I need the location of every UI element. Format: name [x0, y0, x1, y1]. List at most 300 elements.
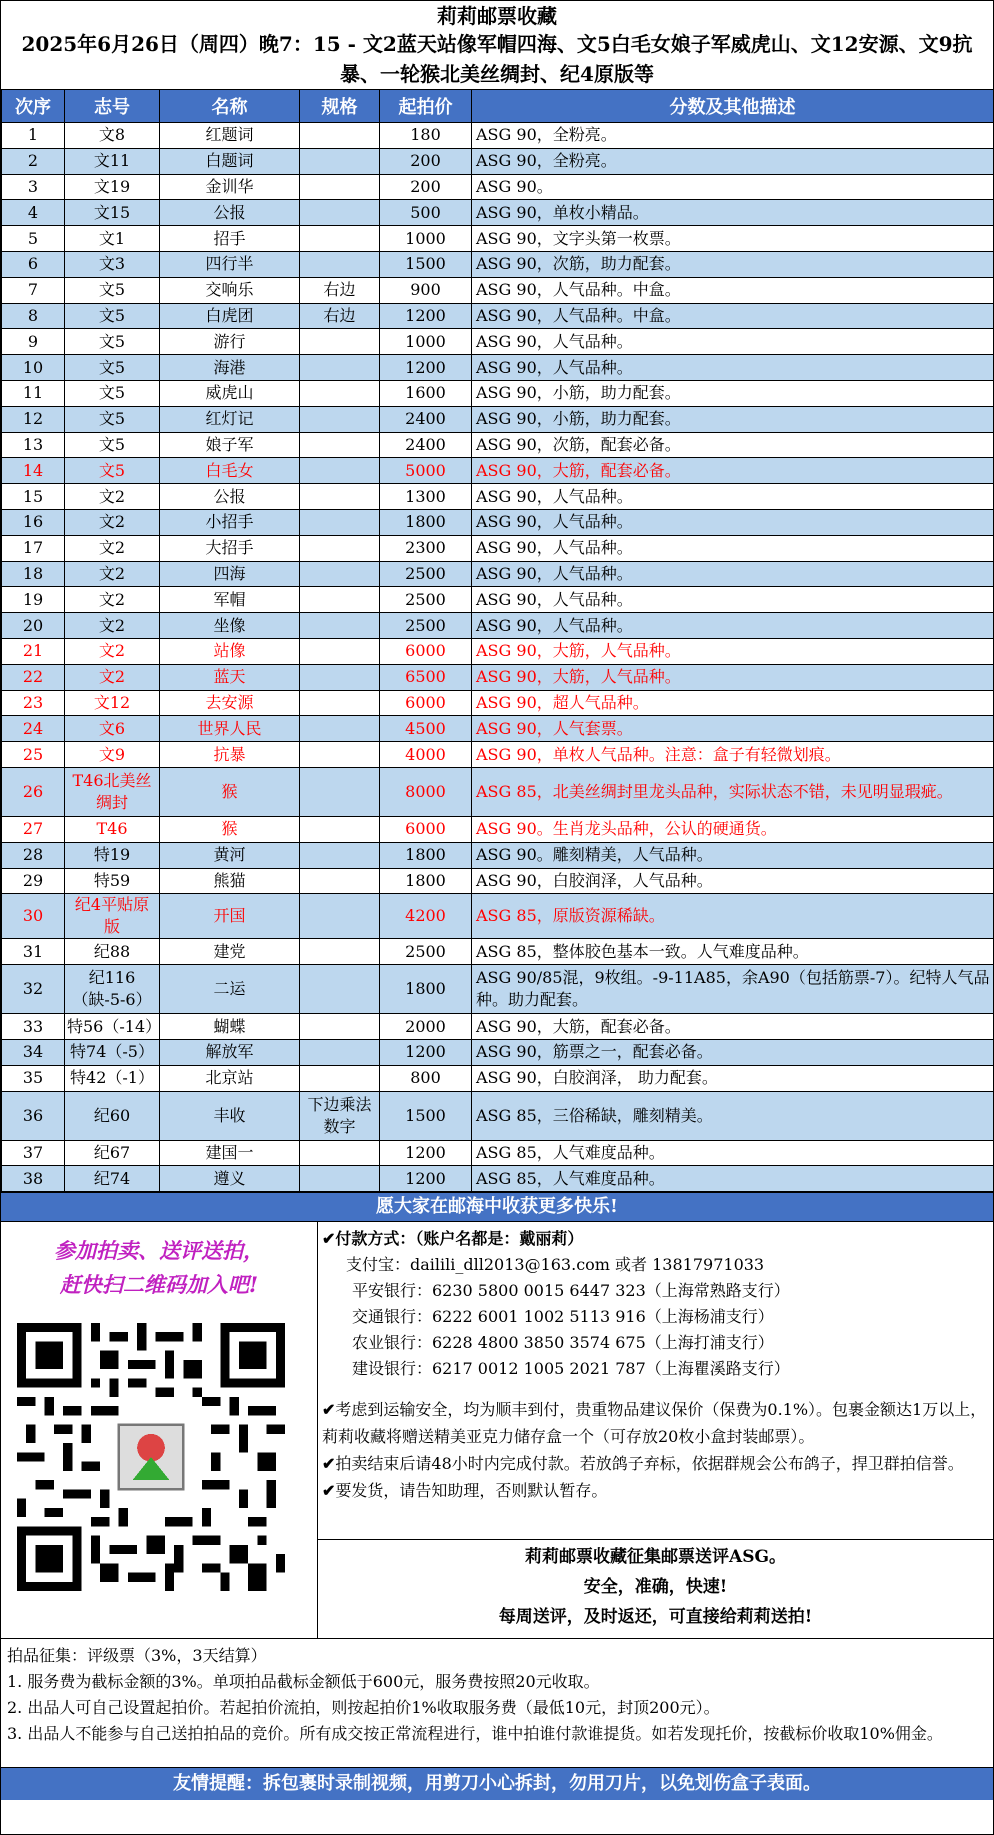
lot-number: 15	[2, 484, 65, 510]
stamp-name: 坐像	[160, 613, 300, 639]
table-row	[2, 690, 994, 716]
payment-head: ✔付款方式：（账户名都是：戴丽莉）	[322, 1229, 584, 1249]
stamp-name: 白毛女	[160, 458, 300, 484]
shipping-notes	[318, 1382, 993, 1539]
stamp-spec	[300, 965, 380, 1014]
lot-description: ASG 90，大筋，配套必备。	[472, 458, 994, 484]
stamp-spec	[300, 868, 380, 894]
col-header-name: 名称	[160, 90, 300, 123]
stamp-spec	[300, 380, 380, 406]
stamp-name: 四海	[160, 561, 300, 587]
lot-number: 34	[2, 1039, 65, 1065]
lot-number: 32	[2, 965, 65, 1014]
lot-number: 3	[2, 174, 65, 200]
lot-number: 25	[2, 742, 65, 768]
stamp-code: 文5	[65, 303, 160, 329]
stamp-name: 北京站	[160, 1065, 300, 1091]
table-row	[2, 742, 994, 768]
stamp-code: 纪67	[65, 1140, 160, 1166]
lot-number: 38	[2, 1166, 65, 1192]
lot-number: 11	[2, 380, 65, 406]
stamp-code: T46	[65, 816, 160, 842]
col-header-desc: 分数及其他描述	[472, 90, 994, 123]
start-price: 1500	[380, 1091, 472, 1140]
start-price: 1800	[380, 868, 472, 894]
table-row	[2, 664, 994, 690]
stamp-name: 公报	[160, 200, 300, 226]
table-row	[2, 561, 994, 587]
check-mark-icon: ✔	[322, 1229, 336, 1249]
stamp-spec	[300, 939, 380, 965]
stamp-code: 文5	[65, 277, 160, 303]
lot-number: 29	[2, 868, 65, 894]
lot-description: ASG 90，人气品种。	[472, 329, 994, 355]
lot-description: ASG 90，全粉亮。	[472, 148, 994, 174]
table-row	[2, 587, 994, 613]
bank-account: 农业银行：6228 4800 3850 3574 675（上海打浦支行）	[352, 1333, 774, 1353]
start-price: 2300	[380, 535, 472, 561]
stamp-code: 文1	[65, 226, 160, 252]
consignment-item: 1. 服务费为截标金额的3%。单项拍品截标金额低于600元，服务费按照20元收取。	[7, 1672, 600, 1692]
stamp-code: 文5	[65, 406, 160, 432]
start-price: 2500	[380, 613, 472, 639]
stamp-code: 特56（-14）	[65, 1014, 160, 1040]
start-price: 6000	[380, 816, 472, 842]
lot-number: 27	[2, 816, 65, 842]
table-row	[2, 432, 994, 458]
service-line-1: 莉莉邮票收藏征集邮票送评ASG。	[525, 1547, 786, 1568]
stamp-code: 文2	[65, 484, 160, 510]
stamp-name: 白题词	[160, 148, 300, 174]
stamp-name: 白虎团	[160, 303, 300, 329]
stamp-code: 文8	[65, 123, 160, 149]
lot-number: 4	[2, 200, 65, 226]
table-row	[2, 303, 994, 329]
start-price: 2000	[380, 1014, 472, 1040]
lot-number: 18	[2, 561, 65, 587]
start-price: 8000	[380, 767, 472, 816]
lot-number: 8	[2, 303, 65, 329]
lot-number: 5	[2, 226, 65, 252]
stamp-name: 小招手	[160, 509, 300, 535]
lot-description: ASG 90，全粉亮。	[472, 123, 994, 149]
stamp-code: 文3	[65, 251, 160, 277]
stamp-name: 公报	[160, 484, 300, 510]
col-header-code: 志号	[65, 90, 160, 123]
lot-number: 23	[2, 690, 65, 716]
stamp-name: 大招手	[160, 535, 300, 561]
start-price: 4200	[380, 894, 472, 939]
lot-number: 13	[2, 432, 65, 458]
start-price: 200	[380, 174, 472, 200]
start-price: 1300	[380, 484, 472, 510]
stamp-code: 文5	[65, 432, 160, 458]
lot-number: 20	[2, 613, 65, 639]
stamp-spec	[300, 638, 380, 664]
stamp-code: 纪4平贴原版	[65, 894, 160, 939]
stamp-name: 解放军	[160, 1039, 300, 1065]
lot-description: ASG 90，人气品种。	[472, 587, 994, 613]
start-price: 800	[380, 1065, 472, 1091]
check-mark-icon: ✔	[322, 1454, 336, 1474]
lot-number: 24	[2, 716, 65, 742]
table-row	[2, 123, 994, 149]
lot-number: 7	[2, 277, 65, 303]
stamp-name: 建国一	[160, 1140, 300, 1166]
consignment-head: 拍品征集：评级票（3%，3天结算）	[7, 1646, 267, 1666]
stamp-name: 红题词	[160, 123, 300, 149]
stamp-code: 文9	[65, 742, 160, 768]
start-price: 1600	[380, 380, 472, 406]
table-row	[2, 613, 994, 639]
table-header-row	[2, 90, 994, 123]
stamp-code: T46北美丝绸封	[65, 767, 160, 816]
lot-description: ASG 90。雕刻精美，人气品种。	[472, 842, 994, 868]
lot-description: ASG 90，白胶润泽，人气品种。	[472, 868, 994, 894]
lot-description: ASG 90，筋票之一，配套必备。	[472, 1039, 994, 1065]
stamp-spec	[300, 842, 380, 868]
table-row	[2, 1140, 994, 1166]
stamp-name: 熊猫	[160, 868, 300, 894]
table-row	[2, 226, 994, 252]
start-price: 5000	[380, 458, 472, 484]
stamp-code: 文19	[65, 174, 160, 200]
stamp-spec	[300, 432, 380, 458]
stamp-spec	[300, 484, 380, 510]
start-price: 2400	[380, 406, 472, 432]
lot-description: ASG 90，人气套票。	[472, 716, 994, 742]
table-row	[2, 1014, 994, 1040]
lot-description: ASG 90，单枚小精品。	[472, 200, 994, 226]
stamp-spec	[300, 690, 380, 716]
info-section	[1, 1222, 993, 1639]
lot-description: ASG 90，小筋，助力配套。	[472, 406, 994, 432]
start-price: 1200	[380, 1140, 472, 1166]
stamp-name: 猴	[160, 767, 300, 816]
start-price: 1200	[380, 1039, 472, 1065]
lot-description: ASG 90/85混，9枚组。-9-11A85，余A90（包括筋票-7）。纪特人气品种。助力配套。	[472, 965, 994, 1014]
stamp-spec	[300, 816, 380, 842]
note-item: ✔拍卖结束后请48小时内完成付款。若放鸽子弃标，依据群规会公布鸽子，捍卫群拍信誉。	[322, 1454, 964, 1474]
table-row	[2, 868, 994, 894]
terms-panel	[318, 1222, 993, 1638]
lot-number: 31	[2, 939, 65, 965]
table-row	[2, 1166, 994, 1192]
table-row	[2, 965, 994, 1014]
lot-number: 30	[2, 894, 65, 939]
stamp-spec	[300, 742, 380, 768]
lot-description: ASG 90，超人气品种。	[472, 690, 994, 716]
lot-number: 22	[2, 664, 65, 690]
lot-number: 26	[2, 767, 65, 816]
stamp-code: 文12	[65, 690, 160, 716]
stamp-name: 遵义	[160, 1166, 300, 1192]
stamp-spec	[300, 509, 380, 535]
start-price: 2500	[380, 561, 472, 587]
lot-description: ASG 85，人气难度品种。	[472, 1140, 994, 1166]
alipay-account: 支付宝：dailili_dll2013@163.com 或者 13817971033	[346, 1255, 765, 1275]
stamp-spec	[300, 587, 380, 613]
stamp-spec	[300, 226, 380, 252]
lot-description: ASG 90，大筋，人气品种。	[472, 664, 994, 690]
lot-number: 21	[2, 638, 65, 664]
table-row	[2, 406, 994, 432]
start-price: 6500	[380, 664, 472, 690]
stamp-spec	[300, 1039, 380, 1065]
promo-line-1: 参加拍卖、送评送拍，	[54, 1238, 264, 1264]
lot-description: ASG 85，北美丝绸封里龙头品种，实际状态不错，未见明显瑕疵。	[472, 767, 994, 816]
stamp-spec	[300, 148, 380, 174]
table-row	[2, 148, 994, 174]
stamp-code: 文2	[65, 587, 160, 613]
stamp-name: 黄河	[160, 842, 300, 868]
col-header-spec: 规格	[300, 90, 380, 123]
bank-account: 建设银行：6217 0012 1005 2021 787（上海瞿溪路支行）	[352, 1359, 790, 1379]
lot-number: 35	[2, 1065, 65, 1091]
table-row	[2, 842, 994, 868]
col-header-price: 起拍价	[380, 90, 472, 123]
stamp-code: 文2	[65, 561, 160, 587]
stamp-name: 游行	[160, 329, 300, 355]
col-header-no: 次序	[2, 90, 65, 123]
lot-description: ASG 90，次筋，助力配套。	[472, 251, 994, 277]
stamp-code: 纪74	[65, 1166, 160, 1192]
stamp-code: 纪60	[65, 1091, 160, 1140]
lot-description: ASG 90，人气品种。	[472, 535, 994, 561]
stamp-name: 去安源	[160, 690, 300, 716]
start-price: 4500	[380, 716, 472, 742]
stamp-spec	[300, 123, 380, 149]
stamp-code: 文11	[65, 148, 160, 174]
stamp-name: 交响乐	[160, 277, 300, 303]
table-row	[2, 458, 994, 484]
lot-number: 10	[2, 355, 65, 381]
lot-description: ASG 90，人气品种。	[472, 484, 994, 510]
start-price: 180	[380, 123, 472, 149]
lot-description: ASG 90，小筋，助力配套。	[472, 380, 994, 406]
stamp-spec	[300, 894, 380, 939]
start-price: 1800	[380, 965, 472, 1014]
promo-panel	[1, 1222, 318, 1638]
promo-text	[1, 1222, 317, 1302]
start-price: 2400	[380, 432, 472, 458]
bank-account: 交通银行：6222 6001 1002 5113 916（上海杨浦支行）	[352, 1307, 774, 1327]
lot-number: 12	[2, 406, 65, 432]
stamp-spec	[300, 561, 380, 587]
stamp-name: 蝴蝶	[160, 1014, 300, 1040]
start-price: 500	[380, 200, 472, 226]
start-price: 2500	[380, 939, 472, 965]
lot-description: ASG 90，人气品种。	[472, 509, 994, 535]
stamp-code: 纪88	[65, 939, 160, 965]
table-row	[2, 174, 994, 200]
stamp-spec	[300, 329, 380, 355]
stamp-spec	[300, 535, 380, 561]
start-price: 200	[380, 148, 472, 174]
stamp-code: 文2	[65, 638, 160, 664]
stamp-name: 世界人民	[160, 716, 300, 742]
table-row	[2, 484, 994, 510]
stamp-name: 军帽	[160, 587, 300, 613]
table-row	[2, 509, 994, 535]
lot-number: 1	[2, 123, 65, 149]
table-row	[2, 380, 994, 406]
lot-number: 2	[2, 148, 65, 174]
stamp-code: 文5	[65, 355, 160, 381]
stamp-spec	[300, 664, 380, 690]
check-mark-icon: ✔	[322, 1481, 336, 1501]
table-row	[2, 329, 994, 355]
stamp-name: 蓝天	[160, 664, 300, 690]
lot-number: 19	[2, 587, 65, 613]
stamp-name: 威虎山	[160, 380, 300, 406]
lots-table	[1, 89, 994, 1192]
consignment-terms	[1, 1639, 993, 1767]
lot-description: ASG 90。	[472, 174, 994, 200]
lot-number: 36	[2, 1091, 65, 1140]
lot-description: ASG 90，人气品种。	[472, 561, 994, 587]
stamp-spec	[300, 355, 380, 381]
lot-description: ASG 90，文字头第一枚票。	[472, 226, 994, 252]
stamp-name: 开国	[160, 894, 300, 939]
stamp-spec	[300, 1140, 380, 1166]
check-mark-icon: ✔	[322, 1400, 336, 1420]
lot-description: ASG 90，次筋，配套必备。	[472, 432, 994, 458]
stamp-name: 四行半	[160, 251, 300, 277]
stamp-name: 抗暴	[160, 742, 300, 768]
stamp-spec	[300, 613, 380, 639]
stamp-spec	[300, 174, 380, 200]
lot-number: 17	[2, 535, 65, 561]
table-row	[2, 939, 994, 965]
start-price: 1200	[380, 303, 472, 329]
stamp-spec	[300, 716, 380, 742]
bank-account: 平安银行：6230 5800 0015 6447 323（上海常熟路支行）	[352, 1281, 790, 1301]
stamp-name: 站像	[160, 638, 300, 664]
stamp-code: 文2	[65, 535, 160, 561]
stamp-name: 丰收	[160, 1091, 300, 1140]
stamp-code: 特19	[65, 842, 160, 868]
lot-number: 9	[2, 329, 65, 355]
consignment-item: 2. 出品人可自己设置起拍价。若起拍价流拍，则按起拍价1%收取服务费（最低10元，封顶200元）。	[7, 1698, 720, 1718]
lot-description: ASG 90，大筋，配套必备。	[472, 1014, 994, 1040]
table-row	[2, 1091, 994, 1140]
payment-info	[318, 1222, 993, 1382]
lot-number: 33	[2, 1014, 65, 1040]
table-row	[2, 251, 994, 277]
start-price: 1500	[380, 251, 472, 277]
start-price: 4000	[380, 742, 472, 768]
stamp-name: 二运	[160, 965, 300, 1014]
stamp-code: 文2	[65, 613, 160, 639]
stamp-spec	[300, 1166, 380, 1192]
stamp-code: 文15	[65, 200, 160, 226]
stamp-spec	[300, 251, 380, 277]
lot-number: 37	[2, 1140, 65, 1166]
start-price: 1000	[380, 226, 472, 252]
stamp-code: 文2	[65, 664, 160, 690]
stamp-name: 金训华	[160, 174, 300, 200]
title-block	[1, 1, 993, 89]
lots-table-body	[2, 123, 994, 1192]
table-row	[2, 355, 994, 381]
start-price: 6000	[380, 638, 472, 664]
start-price: 900	[380, 277, 472, 303]
lot-number: 28	[2, 842, 65, 868]
consignment-item: 3. 出品人不能参与自己送拍拍品的竞价。所有成交按正常流程进行，谁中拍谁付款谁提货。如若发现托价，按截标价收取10%佣金。	[7, 1724, 943, 1744]
stamp-spec: 右边	[300, 303, 380, 329]
lot-description: ASG 90，人气品种。中盒。	[472, 277, 994, 303]
service-line-3: 每周送评，及时返还，可直接给莉莉送拍!	[498, 1607, 813, 1628]
lot-description: ASG 90，人气品种。	[472, 355, 994, 381]
promo-line-2: 赶快扫二维码加入吧!	[59, 1272, 259, 1298]
table-row	[2, 716, 994, 742]
lot-description: ASG 85，人气难度品种。	[472, 1166, 994, 1192]
stamp-spec: 下边乘法数字	[300, 1091, 380, 1140]
start-price: 1200	[380, 1166, 472, 1192]
qr-code-icon[interactable]	[17, 1322, 285, 1592]
stamp-spec	[300, 200, 380, 226]
stamp-name: 建党	[160, 939, 300, 965]
start-price: 6000	[380, 690, 472, 716]
start-price: 1800	[380, 842, 472, 868]
page-title: 莉莉邮票收藏	[437, 4, 557, 28]
stamp-code: 文5	[65, 458, 160, 484]
table-row	[2, 816, 994, 842]
lot-description: ASG 90，人气品种。	[472, 613, 994, 639]
lot-description: ASG 90，白胶润泽， 助力配套。	[472, 1065, 994, 1091]
lot-description: ASG 90，单枚人气品种。注意：盒子有轻微划痕。	[472, 742, 994, 768]
stamp-name: 海港	[160, 355, 300, 381]
stamp-code: 文5	[65, 329, 160, 355]
stamp-code: 文5	[65, 380, 160, 406]
lot-description: ASG 85，原版资源稀缺。	[472, 894, 994, 939]
start-price: 1200	[380, 355, 472, 381]
lot-description: ASG 90。生肖龙头品种，公认的硬通货。	[472, 816, 994, 842]
table-row	[2, 200, 994, 226]
service-line-2: 安全，准确，快速!	[583, 1577, 728, 1598]
lot-number: 16	[2, 509, 65, 535]
stamp-name: 娘子军	[160, 432, 300, 458]
table-row	[2, 277, 994, 303]
lot-description: ASG 90，人气品种。中盒。	[472, 303, 994, 329]
grading-service	[318, 1539, 993, 1638]
stamp-spec	[300, 1014, 380, 1040]
stamp-name: 招手	[160, 226, 300, 252]
stamp-code: 文2	[65, 509, 160, 535]
footer-reminder: 友情提醒：拆包裹时录制视频，用剪刀小心拆封，勿用刀片，以免划伤盒子表面。	[1, 1767, 993, 1800]
start-price: 1800	[380, 509, 472, 535]
stamp-code: 特42（-1）	[65, 1065, 160, 1091]
table-row	[2, 535, 994, 561]
stamp-spec	[300, 767, 380, 816]
table-row	[2, 1039, 994, 1065]
wish-banner: 愿大家在邮海中收获更多快乐!	[1, 1192, 993, 1222]
lot-description: ASG 85，三俗稀缺，雕刻精美。	[472, 1091, 994, 1140]
stamp-spec	[300, 1065, 380, 1091]
lot-description: ASG 85，整体胶色基本一致。人气难度品种。	[472, 939, 994, 965]
lot-number: 6	[2, 251, 65, 277]
table-row	[2, 894, 994, 939]
stamp-spec: 右边	[300, 277, 380, 303]
stamp-code: 纪116（缺-5-6）	[65, 965, 160, 1014]
stamp-code: 特74（-5）	[65, 1039, 160, 1065]
lot-description: ASG 90，大筋，人气品种。	[472, 638, 994, 664]
stamp-spec	[300, 458, 380, 484]
table-row	[2, 638, 994, 664]
stamp-name: 红灯记	[160, 406, 300, 432]
table-row	[2, 767, 994, 816]
